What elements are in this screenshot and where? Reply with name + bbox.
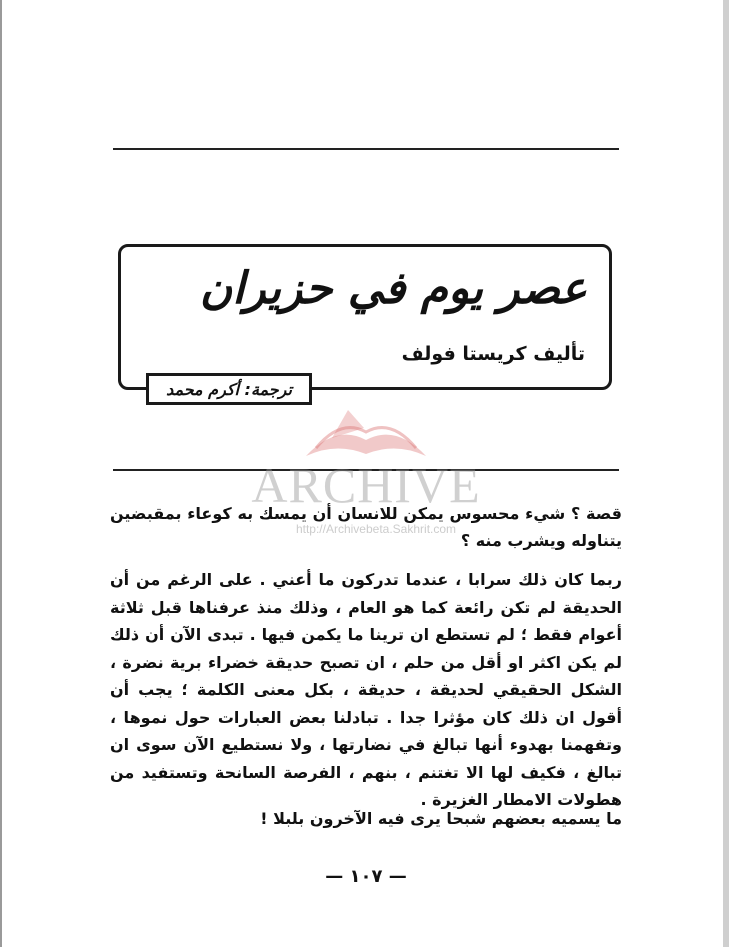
story-title: عصر يوم في حزيران bbox=[199, 263, 587, 314]
middle-divider bbox=[113, 469, 619, 471]
book-logo-icon bbox=[236, 404, 496, 464]
watermark-url: http://Archivebeta.Sakhrit.com bbox=[295, 522, 457, 536]
paragraph-2: ربما كان ذلك سرابا ، عندما تدركون ما أعني . على الرغم من أن الحديقة لم تكن رائعة كما هو العام ، وذلك منذ عرفناها قبل ثلاثة أعوام فقط ؛ لم تستطع ان ترينا ما يكمن فيها . تبدى الآن أن ذلك لم يكن اكثر او أقل من حلم ، ان تصبح حديقة خضراء برية نضرة ، الشكل الحقيقي لحديقة ، حديقة ، بكل معنى الكلمة ؛ يجب أن أقول ان ذلك كان مؤثرا جدا . تبادلنا بعض العبارات حول نموها ، وتفهمنا بهدوء أنها تبالغ في نضارتها ، ولا نستطيع الآن سوى ان تبالغ ، فكيف لها الا تغتنم ، بنهم ، الفرصة السانحة وتستفيد من هطولات الامطار الغزيرة . bbox=[110, 570, 622, 809]
scan-edge-left bbox=[0, 0, 2, 947]
scan-edge-right bbox=[723, 0, 729, 947]
title-box bbox=[118, 244, 612, 390]
translator-box bbox=[146, 373, 312, 405]
paragraph-3: ما يسميه بعضهم شبحا يرى فيه الآخرون بلبلا ! bbox=[260, 809, 622, 828]
author-line: تأليف كريستا فولف bbox=[401, 343, 585, 365]
top-divider bbox=[113, 148, 619, 150]
translator-line: ترجمة: أكرم محمد bbox=[166, 379, 292, 399]
watermark-label: ARCHIVE bbox=[251, 457, 481, 513]
page-number: — ١٠٧ — bbox=[325, 866, 407, 887]
paragraph-1: قصة ؟ شيء محسوس يمكن للانسان أن يمسك به كوعاء بمقبضين يتناوله ويشرب منه ؟ bbox=[110, 504, 622, 550]
